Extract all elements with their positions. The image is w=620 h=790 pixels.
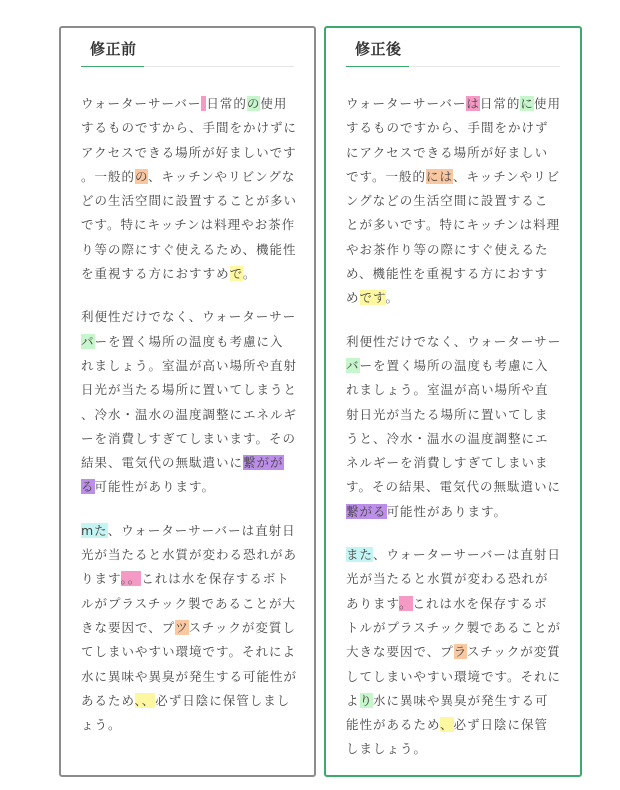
text-segment: 、ウォーターサーバーは直射日光が当たると水質が変わる恐れがあります	[81, 522, 298, 587]
paragraph	[346, 92, 561, 311]
orange-highlight: ツ	[175, 619, 189, 635]
after-panel-title: 修正後	[355, 40, 402, 58]
paragraph	[81, 519, 297, 738]
text-segment: 使用するものですから、手間をかけずにアクセスできる場所が好ましいです。一般的	[81, 96, 298, 184]
text-segment: ーを置く場所の温度も考慮に入れましょう。室温が高い場所や直射日光が当たる場所に置いてしまうと、冷水・温水の温度調整にエネルギーを消費しすぎてしまいます。その結果、電気代の無駄遣いに	[81, 333, 298, 471]
text-segment: 、キッチンやリビングなどの生活空間に設置することが多いです。特にキッチンは料理やお茶作り等の際にすぐ使えるため、機能性を重視する方におすすめ	[81, 168, 298, 282]
text-segment: ウォーターサーバー	[346, 96, 467, 111]
before-panel	[59, 26, 316, 777]
text-segment: 必ず日陰に保管しましょう。	[346, 717, 549, 757]
yellow-highlight: 、、	[134, 692, 156, 708]
before-panel-title: 修正前	[90, 40, 137, 58]
text-segment: 利便性だけでなく、ウォーターサー	[346, 333, 561, 349]
green-highlight: に	[520, 96, 534, 111]
text-segment: スチックが変質してしまいやすい環境です。それによ	[346, 644, 562, 708]
text-segment: 日常的	[479, 96, 521, 111]
yellow-highlight: で	[229, 266, 243, 282]
text-segment: これは水を保存するボトルがプラスチック製であることが大きな要因で、プ	[81, 571, 297, 635]
text-segment: スチックが変質してしまいやすい環境です。それによ	[81, 619, 297, 660]
green-highlight: り	[359, 692, 374, 708]
paragraph	[346, 543, 561, 762]
green-highlight: バ	[346, 357, 360, 373]
text-segment: 可能性があります。	[386, 503, 508, 519]
yellow-highlight: です	[359, 290, 386, 306]
green-highlight: の	[246, 96, 261, 111]
paragraph	[81, 92, 297, 286]
before-body-text	[81, 92, 297, 756]
text-segment: 利便性だけでなく、ウォーターサー	[81, 309, 296, 325]
text-segment: 可能性があります。	[94, 479, 216, 495]
orange-highlight: には	[426, 168, 454, 184]
text-segment: 水に異味や異臭が発生する可能性があるため	[346, 692, 549, 733]
purple-highlight: 繋ががる	[81, 455, 284, 495]
yellow-highlight: 、	[440, 717, 454, 733]
text-segment: 水に異味や異臭が発生する可能性があるため	[81, 668, 298, 708]
cyan-highlight: mた	[81, 522, 108, 538]
text-segment: 、キッチンやリビングなどの生活空間に設置することが多いです。特にキッチンは料理やお茶作り等の際にすぐ使えるため、機能性を重視する方におすすめ	[346, 168, 561, 306]
cyan-highlight: また	[346, 547, 374, 563]
orange-highlight: の	[135, 168, 149, 184]
text-segment: 。	[385, 290, 400, 306]
text-segment: 、ウォーターサーバーは直射日光が当たると水質が変わる恐れがあります	[346, 547, 561, 611]
after-panel	[324, 26, 582, 777]
pink-highlight: 。。	[120, 571, 142, 587]
pink-highlight: は	[466, 96, 480, 111]
orange-highlight: ラ	[453, 644, 467, 660]
text-segment: 日常的	[206, 96, 247, 111]
text-segment: これは水を保存するボトルがプラスチック製であることが大きな要因で、プ	[346, 595, 562, 660]
green-highlight: パ	[81, 333, 95, 349]
text-segment: ウォーターサーバー	[81, 96, 202, 111]
pink-highlight: 。	[399, 595, 413, 611]
after-title-accent	[346, 66, 409, 67]
purple-highlight: 繋がる	[346, 503, 387, 519]
before-title-accent	[81, 66, 144, 67]
text-segment: 使用するものですから、手間をかけずにアクセスできる場所が好ましいです。一般的	[346, 96, 561, 184]
paragraph	[346, 330, 561, 524]
after-body-text	[346, 92, 561, 781]
text-segment: 必ず日陰に保管しましょう。	[81, 692, 291, 733]
paragraph	[81, 305, 297, 499]
text-segment: ーを置く場所の温度も考慮に入れましょう。室温が高い場所や直射日光が当たる場所に置いてしまうと、冷水・温水の温度調整にエネルギーを消費しすぎてしまいます。その結果、電気代の無駄遣いに	[346, 357, 562, 495]
text-segment: 。	[242, 266, 257, 282]
